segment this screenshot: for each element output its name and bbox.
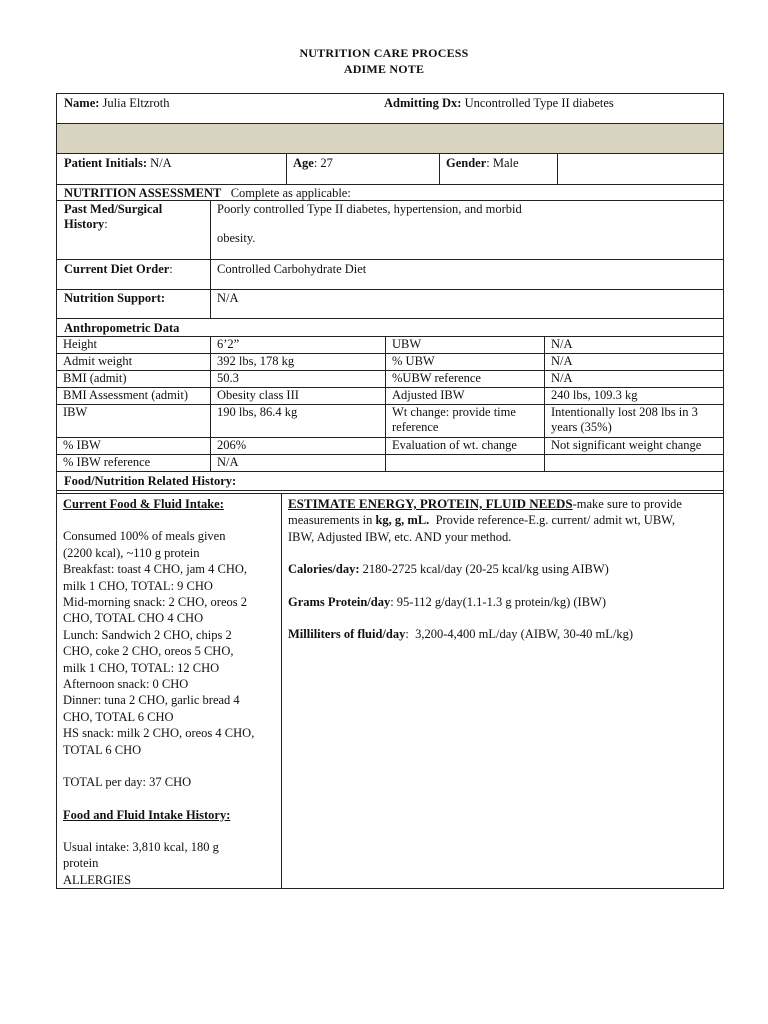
history-heading: Food/Nutrition Related History:	[64, 474, 237, 488]
doc-subtitle: ADIME NOTE	[343, 62, 425, 76]
anthro-cell: Wt change: provide time reference	[392, 405, 516, 434]
dx-label: Admitting Dx:	[384, 96, 462, 110]
initials-field	[58, 154, 178, 173]
intake-heading: Current Food & Fluid Intake:	[63, 497, 224, 511]
intake-line: (2200 kcal), ~110 g protein	[63, 545, 200, 560]
anthro-cell: IBW	[63, 405, 88, 419]
intake-line: milk 1 CHO, TOTAL: 12 CHO	[63, 660, 220, 675]
assessment-title: NUTRITION ASSESSMENT	[64, 186, 222, 200]
gender-label: Gender	[446, 156, 487, 170]
anthro-cell: 190 lbs, 86.4 kg	[217, 405, 298, 419]
anthro-cell: Admit weight	[63, 354, 133, 368]
dx-value: Uncontrolled Type II diabetes	[464, 96, 614, 110]
name-value: Julia Eltzroth	[102, 96, 170, 110]
intake-line: Mid-morning snack: 2 CHO, oreos 2	[63, 595, 248, 610]
anthro-cell: 240 lbs, 109.3 kg	[551, 388, 638, 402]
doc-title: NUTRITION CARE PROCESS	[299, 46, 469, 60]
pmh-value: Poorly controlled Type II diabetes, hypertension, and morbid obesity.	[217, 202, 522, 245]
name-label: Name:	[64, 96, 100, 110]
anthro-cell: N/A	[551, 371, 573, 385]
protein-line: Grams Protein/day: 95-112 g/day(1.1-1.3 g protein/kg) (IBW)	[288, 594, 607, 609]
anthro-cell: Height	[63, 337, 98, 351]
anthro-cell: UBW	[392, 337, 422, 351]
anthro-cell: N/A	[217, 455, 239, 469]
diet-order-value: Controlled Carbohydrate Diet	[217, 262, 367, 276]
intake-line: TOTAL 6 CHO	[63, 742, 142, 757]
anthro-cell: 50.3	[217, 371, 239, 385]
intake-lines	[63, 528, 254, 758]
intake-line: Afternoon snack: 0 CHO	[63, 677, 189, 692]
assessment-note: Complete as applicable:	[230, 186, 351, 200]
anthro-cell: % IBW reference	[63, 455, 151, 469]
allergies: ALLERGIES	[63, 872, 132, 887]
initials-label: Patient Initials:	[64, 156, 147, 170]
anthro-cell: BMI (admit)	[63, 371, 127, 385]
name-field	[58, 94, 176, 113]
calories-line: Calories/day: 2180-2725 kcal/day (20-25 kcal/kg using AIBW)	[288, 562, 609, 577]
intake-line: CHO, TOTAL CHO 4 CHO	[63, 611, 204, 626]
age-label: Age	[293, 156, 314, 170]
age-field	[287, 154, 339, 173]
usual-intake-cont: protein	[63, 856, 99, 871]
anthro-cell: N/A	[551, 337, 573, 351]
anthro-cell: Adjusted IBW	[392, 388, 465, 402]
intake-line: milk 1 CHO, TOTAL: 9 CHO	[63, 578, 213, 593]
fluid-line: Milliliters of fluid/day: 3,200-4,400 mL/day (AIBW, 30-40 mL/kg)	[288, 627, 633, 642]
intake-column	[63, 496, 254, 888]
initials-value: N/A	[150, 156, 172, 170]
anthro-cell: Not significant weight change	[551, 438, 702, 452]
pmh-label: Past Med/Surgical History:	[64, 202, 163, 231]
intake-line: CHO, coke 2 CHO, oreos 5 CHO,	[63, 644, 234, 659]
intake-line: Lunch: Sandwich 2 CHO, chips 2	[63, 627, 232, 642]
anthro-heading: Anthropometric Data	[64, 321, 180, 335]
intake-line: Consumed 100% of meals given	[63, 529, 226, 544]
anthro-cell: % UBW	[392, 354, 435, 368]
anthro-cell: %UBW reference	[392, 371, 481, 385]
usual-intake: Usual intake: 3,810 kcal, 180 g	[63, 839, 219, 854]
anthro-cell: % IBW	[63, 438, 101, 452]
total-per-day: TOTAL per day: 37 CHO	[63, 775, 192, 790]
gender-field	[440, 154, 525, 173]
shaded-band	[57, 124, 723, 153]
gender-value: : Male	[486, 156, 519, 170]
intake-line: Breakfast: toast 4 CHO, jam 4 CHO,	[63, 562, 248, 577]
anthro-cell: Obesity class III	[217, 388, 299, 402]
nutrition-support-label: Nutrition Support:	[64, 291, 166, 305]
admitting-dx-field	[378, 94, 620, 113]
intake-line: CHO, TOTAL 6 CHO	[63, 709, 174, 724]
anthro-cell: 206%	[217, 438, 247, 452]
intake-history-heading: Food and Fluid Intake History:	[63, 807, 231, 822]
anthro-cell: Intentionally lost 208 lbs in 3 years (35%)	[551, 405, 698, 434]
diet-order-label: Current Diet Order:	[64, 262, 173, 276]
needs-column: ESTIMATE ENERGY, PROTEIN, FLUID NEEDS-make sure to provide measurements in kg, g, mL. Provide reference-E.g. current/ admit wt, UBW, IBW, Adjusted IBW, etc. AND your method. Calories/day: 2180-2725 kcal/day (20-25 kcal/kg using AIBW) Grams Protein/day: 95-112 g/day(1.1-1.3 g protein/kg) (IBW) Milliliters of fluid/day: 3,200-4,400 mL/day (AIBW, 30-40 mL/kg)	[288, 496, 718, 642]
anthro-cell: Evaluation of wt. change	[392, 438, 517, 452]
intake-line: HS snack: milk 2 CHO, oreos 4 CHO,	[63, 726, 255, 741]
needs-heading-rest: -make sure to provide	[572, 497, 682, 511]
intake-line: Dinner: tuna 2 CHO, garlic bread 4	[63, 693, 240, 708]
needs-heading: ESTIMATE ENERGY, PROTEIN, FLUID NEEDS	[288, 496, 573, 511]
anthro-cell: N/A	[551, 354, 573, 368]
age-value: : 27	[313, 156, 333, 170]
anthro-cell: 392 lbs, 178 kg	[217, 354, 295, 368]
nutrition-support-value: N/A	[217, 291, 239, 305]
anthro-cell: BMI Assessment (admit)	[63, 388, 188, 402]
anthro-cell: 6’2”	[217, 337, 240, 351]
